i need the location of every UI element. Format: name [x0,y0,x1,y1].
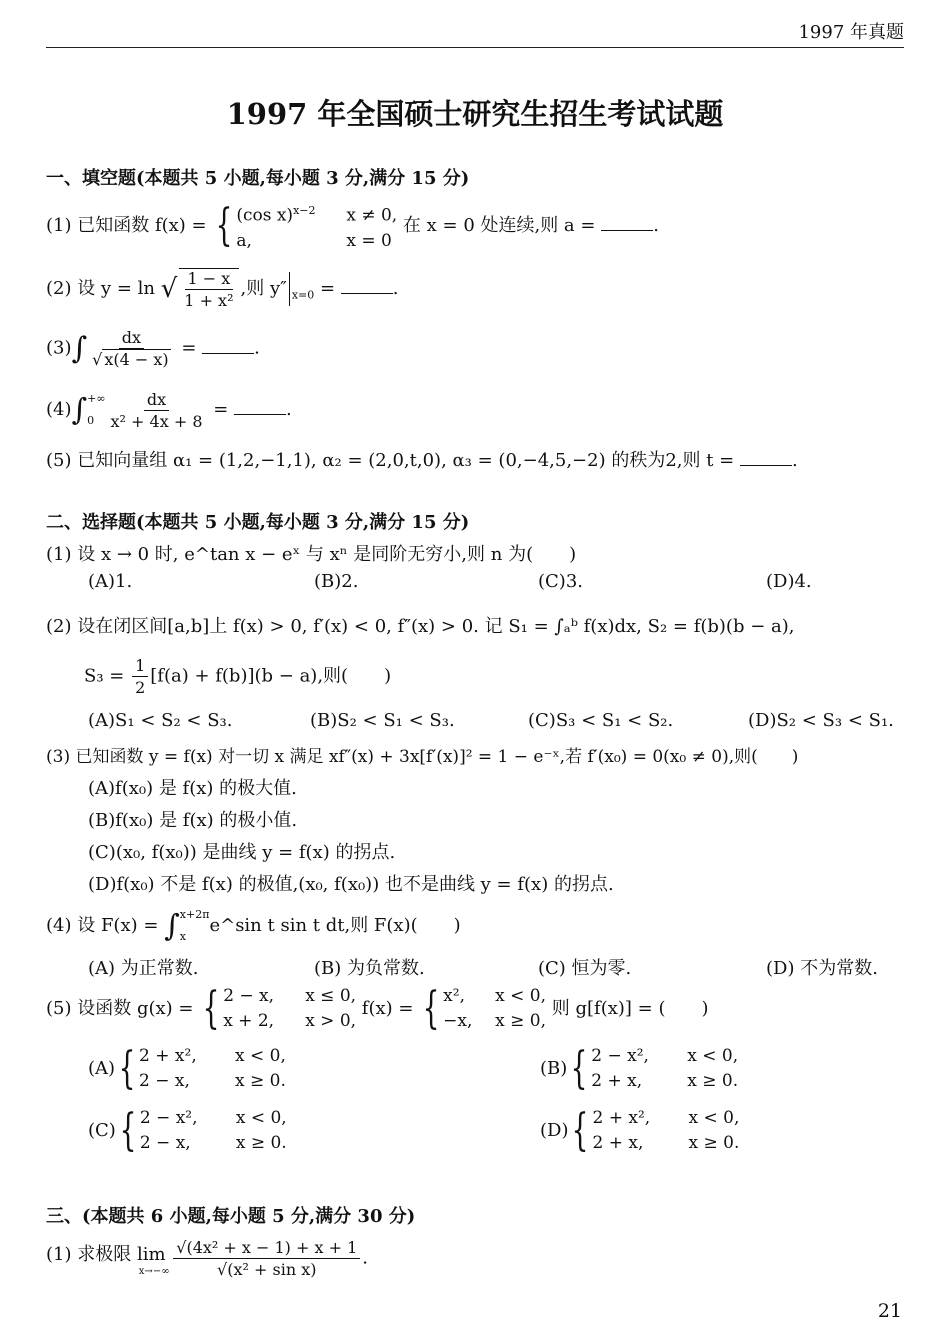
s2-q5-option-a[interactable]: (A) { 2 + x², x < 0, 2 − x, x ≥ 0. [88,1043,286,1094]
s2-q2-option-d[interactable]: (D)S₂ < S₃ < S₁. [748,710,894,731]
s1-q3: (3)∫ $\frac{dx}{√ x(4 - x)}$ = . [46,328,260,369]
section1-heading: 一、填空题(本题共 5 小题,每小题 3 分,满分 15 分) [46,168,470,189]
s2-q4-option-c[interactable]: (C) 恒为零. [538,958,632,979]
s2-q1-option-a[interactable]: (A)1. [88,571,133,592]
s2-q1-option-d[interactable]: (D)4. [766,571,812,592]
s2-q4-stem: (4) 设 F(x) = ∫ x+2π x e^sin t sin t dt,则 F(x)( ) [46,908,461,944]
page-title: 1997 年全国硕士研究生招生考试试题 [226,97,724,131]
answer-blank [740,451,792,466]
s3-q1: (1) 求极限 lim x→−∞ $\frac{\text{√(4x² + x − 1) + x + 1}}{\text{√(x² + sin x)}}$ . [46,1238,369,1279]
s1-q5: (5) 已知向量组 α₁ = (1,2,−1,1), α₂ = (2,0,t,0), α₃ = (0,−4,5,−2) 的秩为2,则 t = . [46,450,798,471]
answer-blank [341,279,393,294]
s1-q1: (1) 已知函数 f(x) = { (cos x)$^{x-2}$ x ≠ 0, a, x = 0 在 x = 0 处连续,则 a = . [46,198,659,254]
header-rule [46,47,904,48]
s2-q3-option-a[interactable]: (A)f(x₀) 是 f(x) 的极大值. [88,778,297,799]
section3-heading: 三、(本题共 6 小题,每小题 5 分,满分 30 分) [46,1206,416,1227]
s2-q2-option-a[interactable]: (A)S₁ < S₂ < S₃. [88,710,233,731]
s2-q5-option-b[interactable]: (B) { 2 − x², x < 0, 2 + x, x ≥ 0. [540,1043,739,1094]
s2-q1-stem: (1) 设 x → 0 时, e^tan x − eˣ 与 xⁿ 是同阶无穷小,则 n 为( ) [46,544,577,565]
s2-q4-option-b[interactable]: (B) 为负常数. [314,958,425,979]
s2-q1-option-b[interactable]: (B)2. [314,571,359,592]
s2-q2-stem2: S₃ = $\frac{1}{2}$ [f(a) + f(b)](b − a),则( ) [84,656,392,697]
piecewise-brace: { (cos x)$^{x-2}$ x ≠ 0, a, x = 0 [215,199,398,251]
answer-blank [234,400,286,415]
section2-heading: 二、选择题(本题共 5 小题,每小题 3 分,满分 15 分) [46,512,470,533]
answer-blank [202,339,254,354]
s2-q3-stem: (3) 已知函数 y = f(x) 对一切 x 满足 xf″(x) + 3x[f′(x)]² = 1 − e⁻ˣ,若 f′(x₀) = 0(x₀ ≠ 0),则( ) [46,747,799,767]
page-number: 21 [877,1300,902,1322]
running-header: 1997 年真题 [798,22,904,43]
s2-q3-option-d[interactable]: (D)f(x₀) 不是 f(x) 的极值,(x₀, f(x₀)) 也不是曲线 y = f(x) 的拐点. [88,874,614,895]
s1-q4: (4)∫ +∞ 0 $\frac{dx}{\text{x² + 4x + 8}}$ = . [46,389,292,431]
s2-q4-option-a[interactable]: (A) 为正常数. [88,958,199,979]
s2-q3-option-c[interactable]: (C)(x₀, f(x₀)) 是曲线 y = f(x) 的拐点. [88,842,396,863]
s2-q2-option-b[interactable]: (B)S₂ < S₁ < S₃. [310,710,455,731]
s2-q2-option-c[interactable]: (C)S₃ < S₁ < S₂. [528,710,674,731]
s2-q3-option-b[interactable]: (B)f(x₀) 是 f(x) 的极小值. [88,810,298,831]
s2-q5-option-c[interactable]: (C) { 2 − x², x < 0, 2 − x, x ≥ 0. [88,1105,287,1156]
s2-q1-option-c[interactable]: (C)3. [538,571,583,592]
s2-q5-stem: (5) 设函数 g(x) = { 2 − x, x ≤ 0, x + 2, x > 0, f(x) = { x², x < 0, −x, x ≥ 0, 则 g[f(x)] = ( ) [46,983,709,1034]
s2-q4-option-d[interactable]: (D) 不为常数. [766,958,878,979]
s2-q2-stem: (2) 设在闭区间[a,b]上 f(x) > 0, f′(x) < 0, f″(x) > 0. 记 S₁ = ∫ₐᵇ f(x)dx, S₂ = f(b)(b − a), [46,616,795,637]
answer-blank [601,216,653,231]
s1-q2: (2) 设 y = ln √ $\frac{1 - x}{\text{1 + x²}}$ ,则 y″ $_{x=0}$ = . [46,269,399,310]
s2-q5-option-d[interactable]: (D) { 2 + x², x < 0, 2 + x, x ≥ 0. [540,1105,740,1156]
